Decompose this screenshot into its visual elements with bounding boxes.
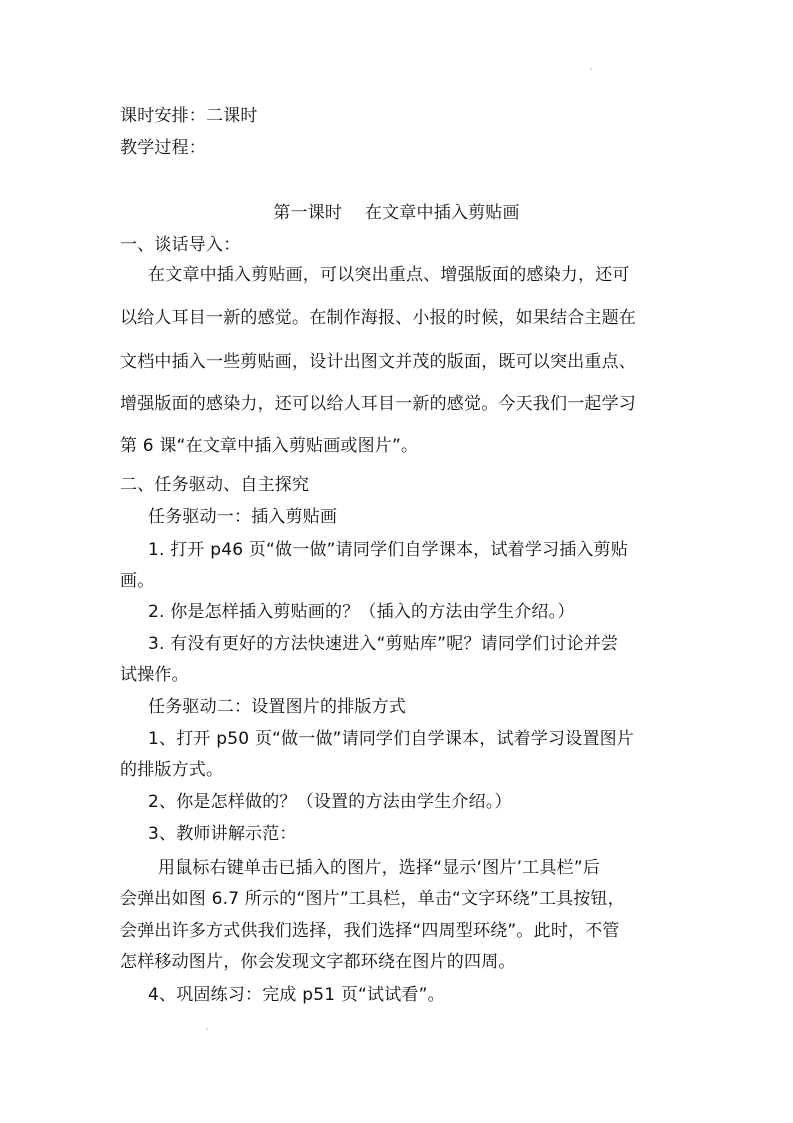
demo-line: 怎样移动图片，你会发现文字都环绕在图片的四周。 xyxy=(120,952,516,972)
task1-item1-line2: 画。 xyxy=(120,571,155,591)
process-line: 教学过程： xyxy=(120,138,206,158)
task2-item2: 2、你是怎样做的？（设置的方法由学生介绍。） xyxy=(148,792,512,812)
task1-heading: 任务驱动一：插入剪贴画 xyxy=(148,507,338,527)
task2-item1-line2: 的排版方式。 xyxy=(120,760,224,780)
paragraph-line: 在文章中插入剪贴画，可以突出重点、增强版面的感染力，还可 xyxy=(148,265,630,285)
task2-item3: 3、教师讲解示范： xyxy=(148,824,297,844)
task2-heading: 任务驱动二：设置图片的排版方式 xyxy=(148,697,406,717)
demo-line: 会弹出许多方式供我们选择，我们选择“四周型环绕”。此时，不管 xyxy=(120,921,620,941)
paragraph-line: 第 6 课“在文章中插入剪贴画或图片”。 xyxy=(120,436,419,456)
task2-item4: 4、巩固练习：完成 p51 页“试试看”。 xyxy=(148,985,445,1005)
section2-heading: 二、任务驱动、自主探究 xyxy=(120,475,310,495)
task1-item1-line1: 1. 打开 p46 页“做一做”请同学们自学课本，试着学习插入剪贴 xyxy=(148,540,629,560)
demo-line: 会弹出如图 6.7 所示的“图片”工具栏，单击“文字环绕”工具按钮， xyxy=(120,889,625,909)
section1-heading: 一、谈话导入： xyxy=(120,235,241,255)
task2-item1-line1: 1、打开 p50 页“做一做”请同学们自学课本，试着学习设置图片 xyxy=(148,729,635,749)
task1-item3-line2: 试操作。 xyxy=(120,665,189,685)
paragraph-line: 文档中插入一些剪贴画，设计出图文并茂的版面，既可以突出重点、 xyxy=(120,352,636,372)
scan-speck xyxy=(590,68,592,70)
scan-speck xyxy=(206,1028,208,1030)
paragraph-line: 增强版面的感染力，还可以给人耳目一新的感觉。今天我们一起学习 xyxy=(120,394,636,414)
task1-item3-line1: 3. 有没有更好的方法快速进入“剪贴库”呢？请同学们讨论并尝 xyxy=(148,634,619,654)
paragraph-line: 以给人耳目一新的感觉。在制作海报、小报的时候，如果结合主题在 xyxy=(120,308,636,328)
schedule-line: 课时安排：二课时 xyxy=(120,106,258,126)
lesson-title: 第一课时 在文章中插入剪贴画 xyxy=(273,203,520,223)
demo-line: 用鼠标右键单击已插入的图片，选择“显示‘图片’工具栏”后 xyxy=(158,858,601,878)
task1-item2: 2. 你是怎样插入剪贴画的？（插入的方法由学生介绍。） xyxy=(148,602,575,622)
